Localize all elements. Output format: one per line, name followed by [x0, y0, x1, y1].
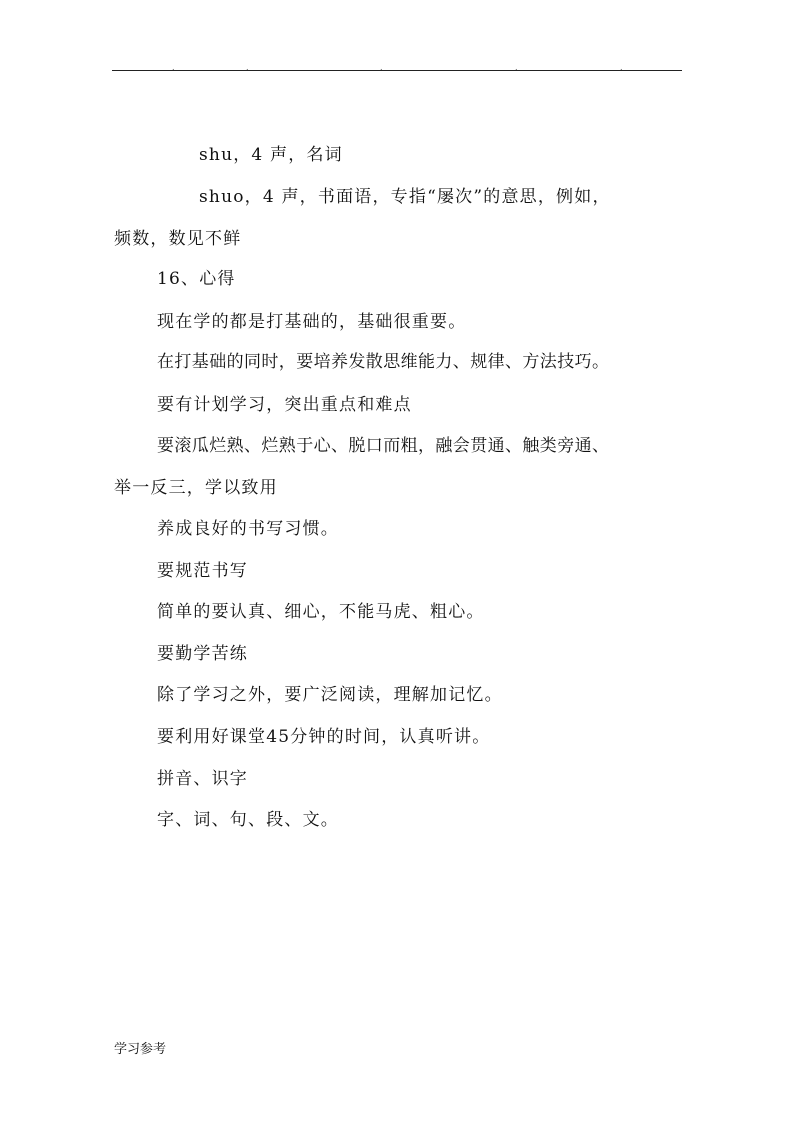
- header-dot: .: [246, 63, 249, 72]
- header-dot: .: [515, 63, 518, 72]
- text-line: shuo，4 声，书面语，专指“屡次”的意思，例如，: [199, 187, 611, 207]
- text-line: 要规范书写: [157, 561, 248, 581]
- header-rule: [112, 70, 682, 71]
- text-line: 举一反三，学以致用: [114, 478, 278, 498]
- text-line: 要勤学苦练: [157, 644, 248, 664]
- text-line: 简单的要认真、细心，不能马虎、粗心。: [157, 602, 485, 622]
- text-line: 养成良好的书写习惯。: [157, 519, 339, 539]
- header-dot: .: [172, 63, 175, 72]
- text-line: shu，4 声，名词: [199, 145, 343, 165]
- text-line: 要利用好课堂45分钟的时间，认真听讲。: [157, 727, 491, 747]
- text-line: 频数，数见不鲜: [114, 229, 242, 249]
- text-line: 现在学的都是打基础的，基础很重要。: [157, 312, 467, 332]
- text-line: 字、词、句、段、文。: [157, 810, 339, 830]
- header-dot: .: [620, 63, 623, 72]
- text-line: 在打基础的同时，要培养发散思维能力、规律、方法技巧。: [157, 352, 610, 372]
- header-dot: .: [380, 63, 383, 72]
- text-line: 要有计划学习，突出重点和难点: [157, 395, 412, 415]
- text-line: 拼音、识字: [157, 769, 248, 789]
- footer-label: 学习参考: [114, 1042, 167, 1057]
- section-heading: 16、心得: [157, 269, 236, 289]
- text-line: 要滚瓜烂熟、烂熟于心、脱口而粗，融会贯通、触类旁通、: [157, 436, 610, 456]
- text-line: 除了学习之外，要广泛阅读，理解加记忆。: [157, 685, 503, 705]
